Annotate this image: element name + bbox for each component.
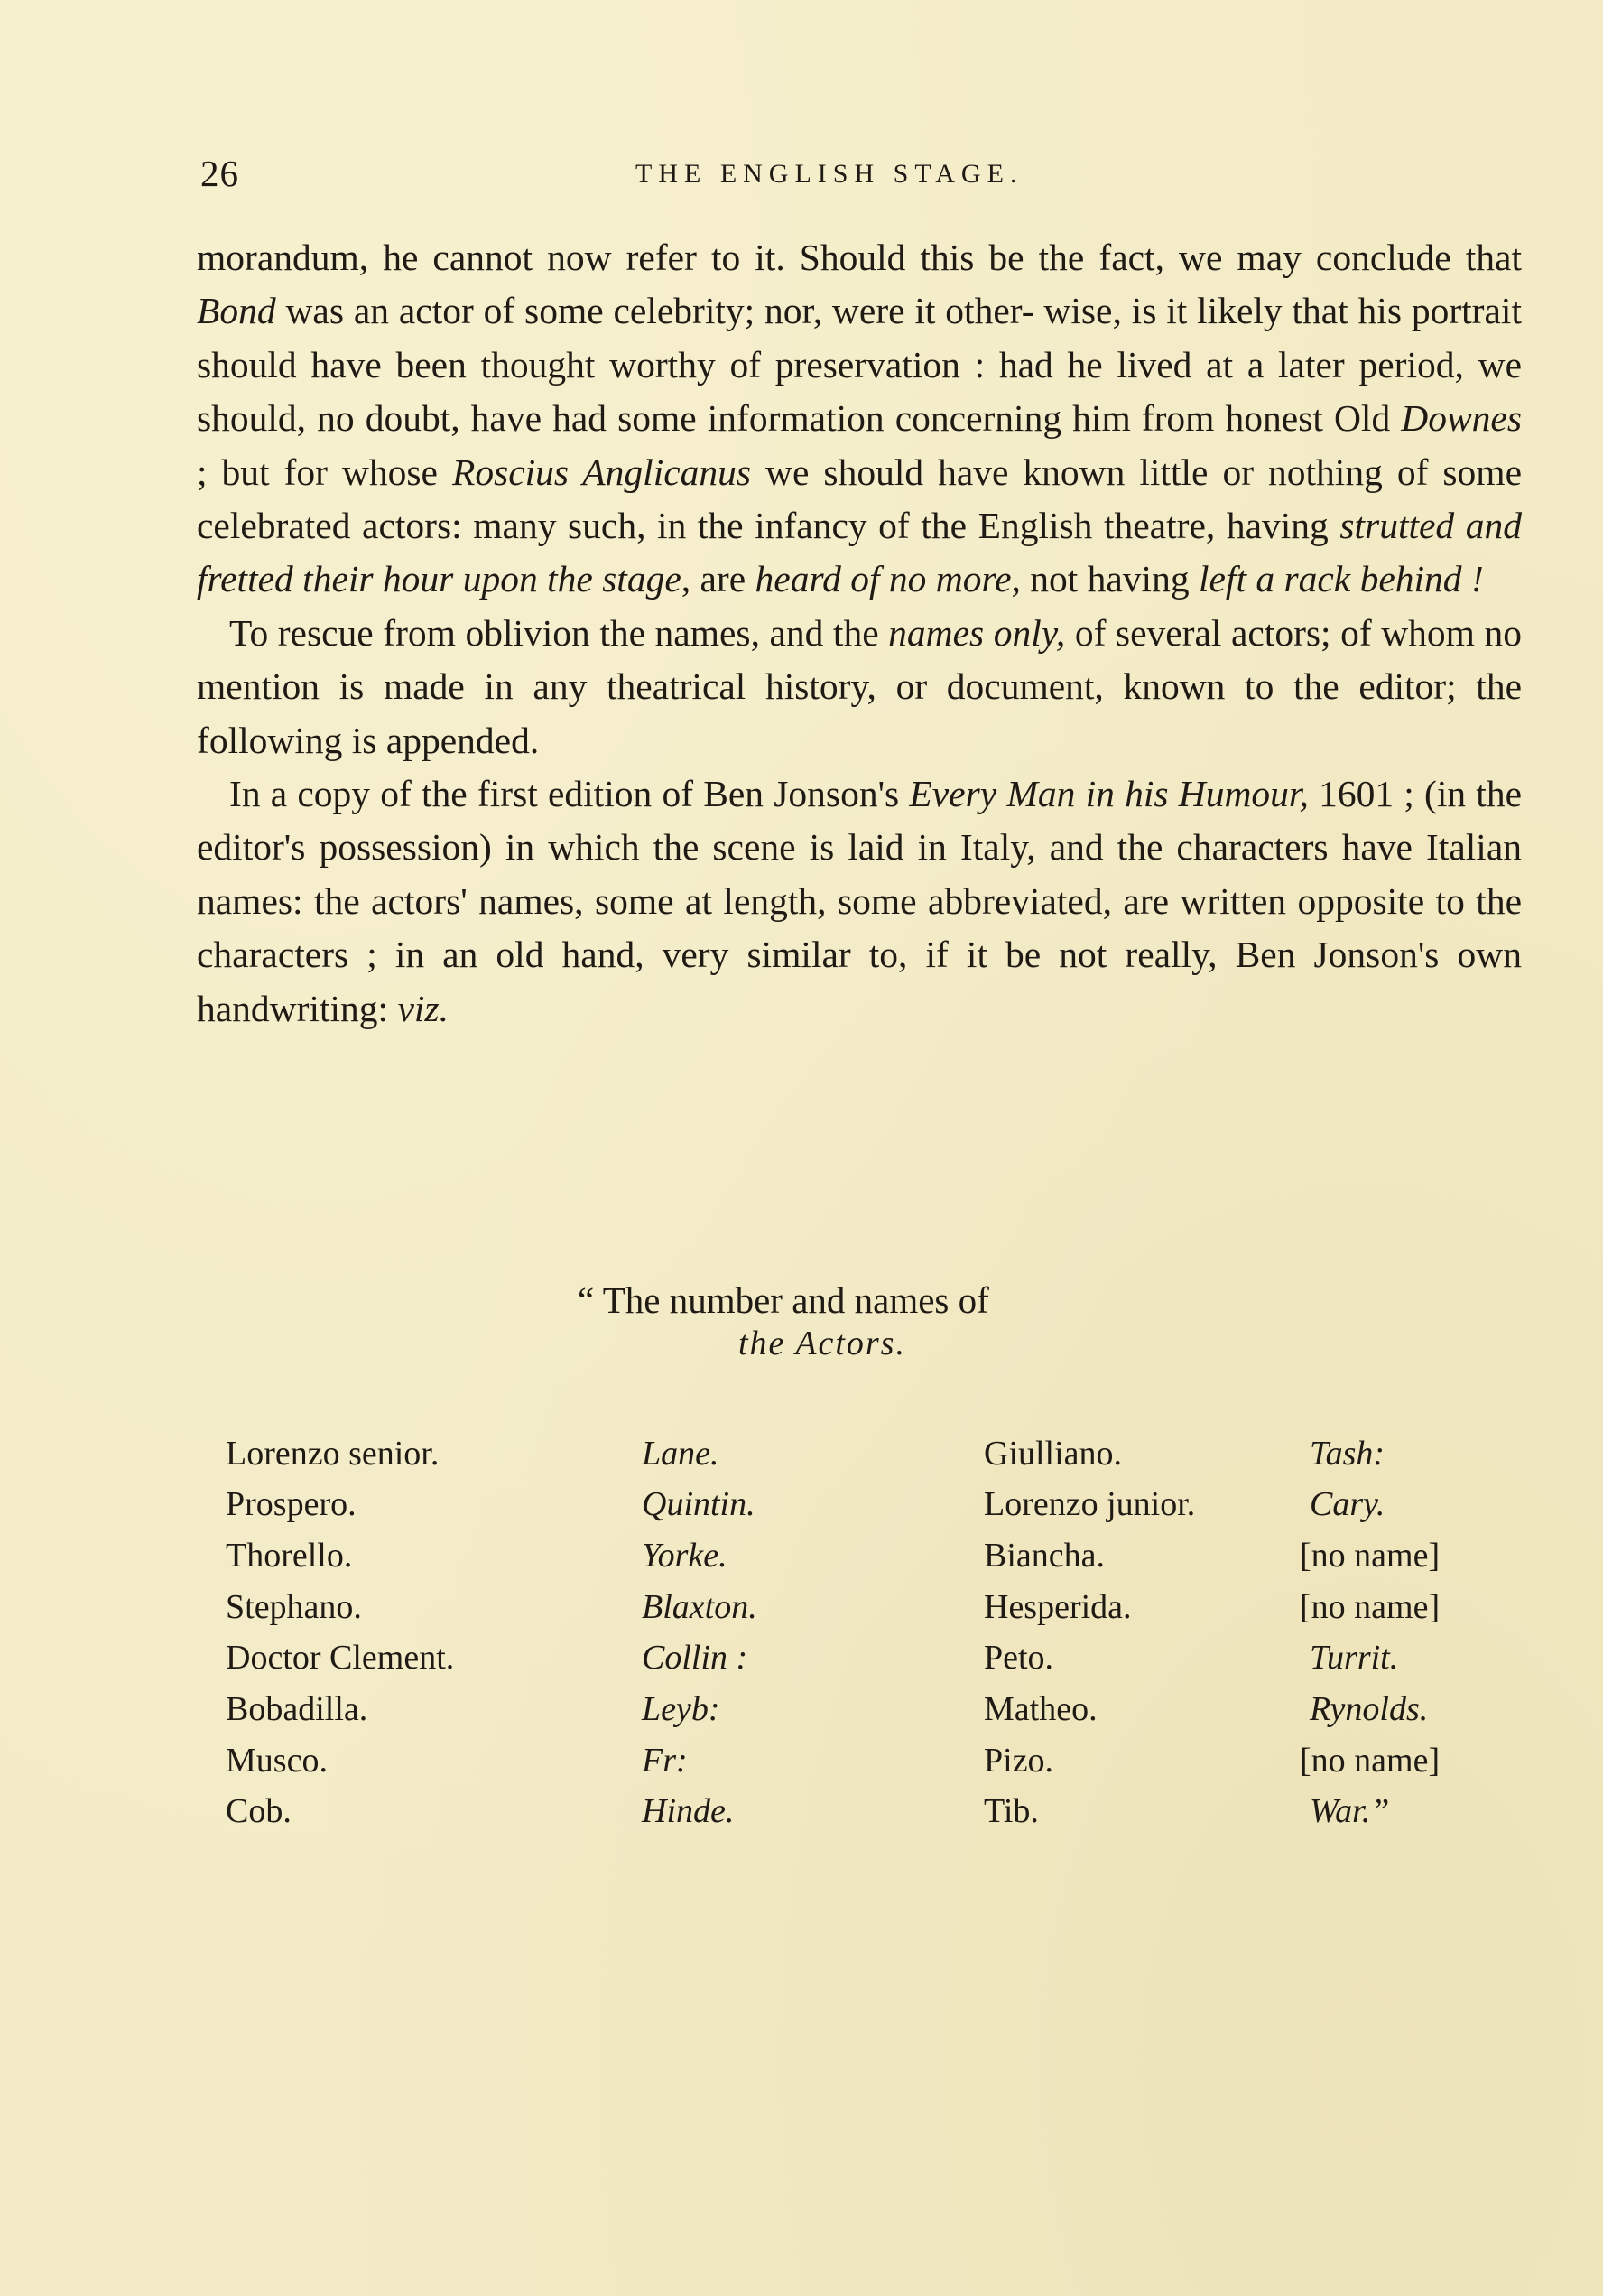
page-number: 26 bbox=[200, 153, 239, 194]
paragraph-1: morandum, he cannot now refer to it. Should this be the fact, we may conclude that Bond was an actor of some celebrity; nor, were it other- wise, is it likely that his portrait should have been thought worthy of preservation : had he lived at a later period, we should, no doubt, have had some information concerning him from honest Old Downes ; but for whose Roscius Anglicanus we should have known little or nothing of some celebrated actors: many such, in the infancy of the English theatre, having strutted and fretted their hour upon the stage, are heard of no more, not having left a rack behind ! bbox=[197, 237, 1522, 600]
actor-name: Fr: bbox=[642, 1742, 688, 1780]
character-name: Thorello. bbox=[226, 1537, 353, 1575]
character-name-2: Giulliano. bbox=[984, 1435, 1123, 1473]
caption-line-2: the Actors. bbox=[738, 1325, 906, 1362]
p2-text-a: To rescue from oblivion the names, and the bbox=[229, 611, 889, 654]
paragraph-3 bbox=[197, 767, 1522, 1036]
character-name: Cob. bbox=[226, 1792, 292, 1830]
cast-row bbox=[0, 1434, 1603, 1486]
cast-row bbox=[0, 1484, 1603, 1537]
actor-name-2: Tash: bbox=[1310, 1435, 1385, 1473]
character-name-2: Tib. bbox=[984, 1792, 1039, 1830]
character-name: Lorenzo senior. bbox=[226, 1435, 440, 1473]
p1-line-1: morandum, he cannot now refer to it. Should this be the fact, we may bbox=[197, 237, 1302, 278]
running-title: THE ENGLISH STAGE. bbox=[635, 159, 1024, 189]
actor-name-2: [no name] bbox=[1300, 1742, 1441, 1780]
character-name: Bobadilla. bbox=[226, 1690, 368, 1728]
actor-name-2: Turrit. bbox=[1310, 1639, 1399, 1677]
cast-row bbox=[0, 1689, 1603, 1742]
actor-name-2: Cary. bbox=[1310, 1485, 1385, 1523]
actor-name: Yorke. bbox=[642, 1537, 727, 1575]
name-downes: Downes bbox=[1401, 397, 1522, 440]
cast-row bbox=[0, 1587, 1603, 1640]
cast-row bbox=[0, 1741, 1603, 1793]
paragraph-2 bbox=[197, 607, 1522, 767]
cast-row bbox=[0, 1638, 1603, 1690]
cast-caption bbox=[0, 1278, 1603, 1378]
character-name-2: Hesperida. bbox=[984, 1588, 1132, 1626]
quote-more: more bbox=[935, 558, 1012, 600]
p3-text-a: In a copy of the first edition of Ben Jonson's bbox=[229, 773, 910, 815]
title-roscius: Roscius Anglicanus bbox=[451, 451, 752, 493]
character-name-2: Peto. bbox=[984, 1639, 1054, 1677]
character-name: Doctor Clement. bbox=[226, 1639, 455, 1677]
actor-name-2: Rynolds. bbox=[1310, 1690, 1429, 1728]
character-name-2: Biancha. bbox=[984, 1537, 1106, 1575]
actor-name: Hinde. bbox=[642, 1792, 735, 1830]
quote-rack: left a rack behind ! bbox=[1198, 558, 1484, 600]
character-name: Stephano. bbox=[226, 1588, 362, 1626]
actor-name-2: [no name] bbox=[1300, 1588, 1441, 1626]
running-head bbox=[0, 152, 1603, 202]
quote-heard: heard of no bbox=[755, 558, 927, 600]
actor-name: Collin : bbox=[642, 1639, 748, 1677]
actor-name-2: [no name] bbox=[1300, 1537, 1441, 1575]
character-name-2: Pizo. bbox=[984, 1742, 1054, 1780]
body-text bbox=[197, 231, 1522, 1036]
quote-strutted: strutted and fretted their hour upon the stage bbox=[197, 505, 1522, 600]
actor-name: Quintin. bbox=[642, 1485, 755, 1523]
character-name-2: Matheo. bbox=[984, 1690, 1098, 1728]
character-name: Musco. bbox=[226, 1742, 328, 1780]
actor-name: Leyb: bbox=[642, 1690, 720, 1728]
actor-name-2: War.” bbox=[1310, 1792, 1390, 1830]
character-name-2: Lorenzo junior. bbox=[984, 1485, 1196, 1523]
cast-list bbox=[0, 1434, 1603, 1903]
cast-row bbox=[0, 1536, 1603, 1588]
cast-row bbox=[0, 1791, 1603, 1844]
p3-title-work: Every Man in his Humour, bbox=[909, 773, 1309, 815]
name-bond: Bond bbox=[197, 290, 276, 332]
actor-name: Blaxton. bbox=[642, 1588, 757, 1626]
actor-name: Lane. bbox=[642, 1435, 719, 1473]
p2-text-b: of several actors; of whom no mention is made in any theatrical history, or document, known to the editor; the following is appended. bbox=[197, 611, 1522, 761]
p3-text-b: 1601 ; (in the editor's possession) in which the scene is laid in Italy, and the characters have Italian names: the actors' names, some at length, some abbreviated, are written opposite to the characters ; in an old hand, very similar to, if it be not really, Ben Jonson's own handwriting: bbox=[197, 773, 1523, 1029]
p2-names-only: names only, bbox=[888, 611, 1066, 654]
caption-line-1: “ The number and names of bbox=[578, 1279, 989, 1321]
p3-viz: viz. bbox=[397, 987, 449, 1029]
character-name: Prospero. bbox=[226, 1485, 357, 1523]
